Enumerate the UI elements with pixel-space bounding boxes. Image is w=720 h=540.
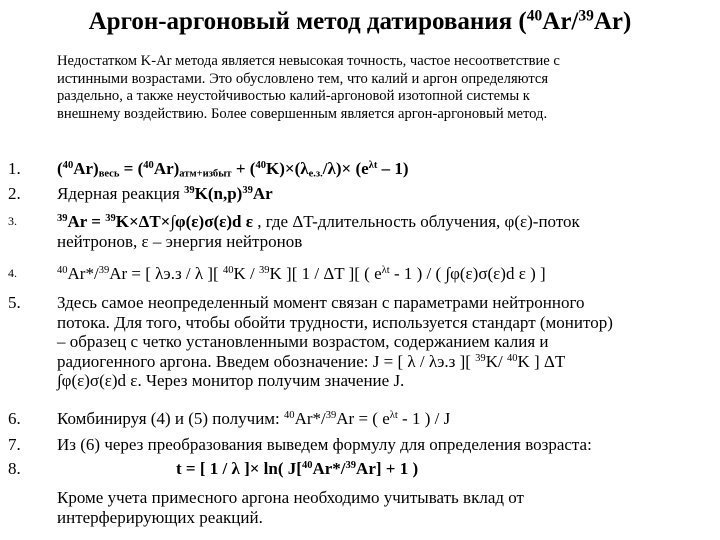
closing-line: Кроме учета примесного аргона необходимо учитывать вклад от	[57, 488, 524, 507]
item-number: 1.	[8, 159, 21, 178]
monitor-paragraph: Здесь самое неопределенный момент связан с параметрами нейтронного потока. Для того, чтобы обойти трудности, используется стандарт (монитор) – образец с четко установленными возрастом, содержанием калия и радиогенного аргона. Введем обозначение: J = [ λ / λэ.з ][ $^{39}$K/ $^{40}$K ] ΔT ∫φ(ε)σ(ε)d ε. Через монитор получим значение J.	[57, 293, 613, 390]
title-text: Аргон-аргоновый метод датирования (	[88, 8, 527, 35]
nuclear-reaction: Ядерная реакция $^{39}K(n,p)^{39}Ar$	[57, 184, 273, 203]
slide-title	[0, 8, 720, 36]
equation-6: Комбинируя (4) и (5) получим: $^{40}$Ar*/$^{39}$Ar = ( $e^{\lambda t} - 1$ ) / J	[57, 409, 451, 428]
age-formula: t = [ 1 / λ ]× ln( J[$^{40}$Ar*/$^{39}$Ar] + 1 )	[176, 459, 419, 478]
closing-line: интерферирующих реакций.	[57, 507, 263, 527]
intro-line: истинными возрастами. Это обусловлено тем, что калий и аргон определяются	[57, 70, 549, 87]
equation-4: $^{40}$Ar*/$^{39}$Ar = [ λэ.з / λ ][ $^{40}$K / $^{39}$K ][ 1 / ΔT ][ ( $e^{\lambda t} - 1$ ) / ( ∫φ(ε)σ(ε)d ε ) ]	[57, 264, 546, 283]
intro-paragraph	[57, 53, 707, 123]
title-text: Ar)	[593, 8, 632, 35]
item-number: 6.	[8, 409, 21, 428]
item-number: 3.	[8, 214, 17, 228]
item-number: 4.	[8, 266, 17, 280]
equation-1: $(^{40}Ar)_{весь} = (^{40}Ar)_{атм+избыт} + (^{40}K)\times(\lambda_{е.з.}/\lambda)\times (e^{\lambda t} - 1)$	[57, 159, 409, 180]
title-superscript: 40	[526, 7, 543, 25]
item-number: 8.	[8, 459, 21, 478]
intro-line: раздельно, а также неустойчивостью калий-аргоновой изотопной системы к	[57, 88, 530, 104]
intro-line: Недостатком K-Ar метода является невысокая точность, частое несоответствие с	[57, 53, 560, 69]
title-superscript: 39	[578, 7, 594, 25]
intro-line: внешнему воздействию. Более совершенным является аргон-аргоновый метод.	[57, 105, 548, 122]
title-text: Ar/	[542, 8, 579, 35]
equation-3: $^{39}$Ar = $^{39}$K×ΔT×∫φ(ε)σ(ε)d ε , где ΔT-длительность облучения, φ(ε)-поток нейтронов, ε – энергия нейтронов	[57, 212, 580, 251]
item-number: 5.	[8, 293, 21, 312]
item-number: 7.	[8, 435, 21, 454]
item-number: 2.	[8, 184, 21, 203]
derivation-text: Из (6) через преобразования выведем формулу для определения возраста:	[57, 435, 592, 454]
